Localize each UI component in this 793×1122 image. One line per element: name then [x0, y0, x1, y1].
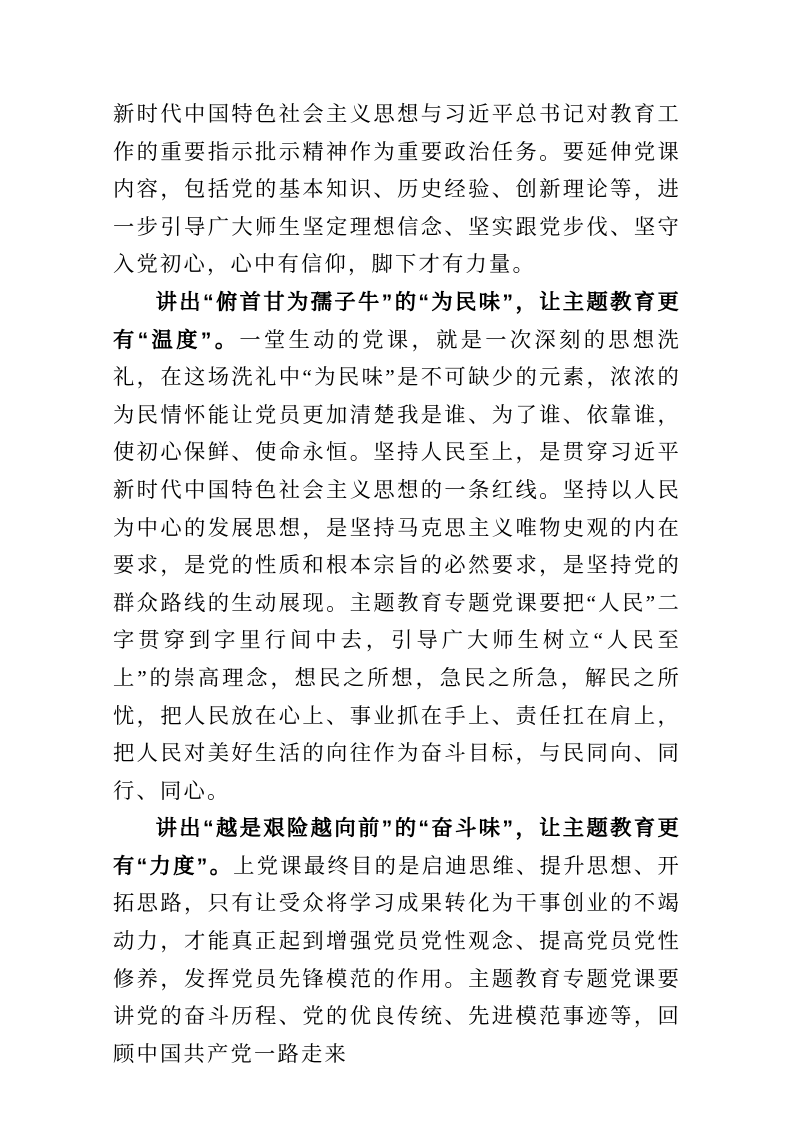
paragraph-lead-bold: 讲出“俯首甘为孺子牛”的“为民味”，让主题教育更有“温度”。 [113, 289, 681, 352]
paragraph-text: 新时代中国特色社会主义思想与习近平总书记对教育工作的重要指示批示精神作为重要政治任务。要延伸党课内容，包括党的基本知识、历史经验、创新理论等，进一步引导广大师生坚定理想信念、坚实跟党步伐、坚守入党初心，心中有信仰，脚下才有力量。 [113, 102, 681, 277]
paragraph-text: 上党课最终目的是启迪思维、提升思想、开拓思路，只有让受众将学习成果转化为干事创业的不竭动力，才能真正起到增强党员党性观念、提高党员党性修养，发挥党员先锋模范的作用。主题教育专题党课要讲党的奋斗历程、党的优良传统、先进模范事迹等，回顾中国共产党一路走来 [113, 853, 681, 1066]
document-text-block [113, 96, 681, 1073]
paragraph-continuation [113, 96, 681, 284]
paragraph-lead-bold: 讲出“越是艰险越向前”的“奋斗味”，让主题教育更有“力度”。 [113, 816, 681, 878]
paragraph-text: 一堂生动的党课，就是一次深刻的思想洗礼，在这场洗礼中“为民味”是不可缺少的元素，浓浓的为民情怀能让党员更加清楚我是谁、为了谁、依靠谁，使初心保鲜、使命永恒。坚持人民至上，是贯穿习近平新时代中国特色社会主义思想的一条红线。坚持以人民为中心的发展思想，是坚持马克思主义唯物史观的内在要求，是党的性质和根本宗旨的必然要求，是坚持党的群众路线的生动展现。主题教育专题党课要把“人民”二字贯穿到字里行间中去，引导广大师生树立“人民至上”的崇高理念，想民之所想，急民之所急，解民之所忧，把人民放在心上、事业抓在手上、责任扛在肩上，把人民对美好生活的向往作为奋斗目标，与民同向、同行、同心。 [113, 327, 682, 803]
paragraph-weiminwei [113, 284, 681, 810]
paragraph-fendouwei [113, 810, 681, 1073]
